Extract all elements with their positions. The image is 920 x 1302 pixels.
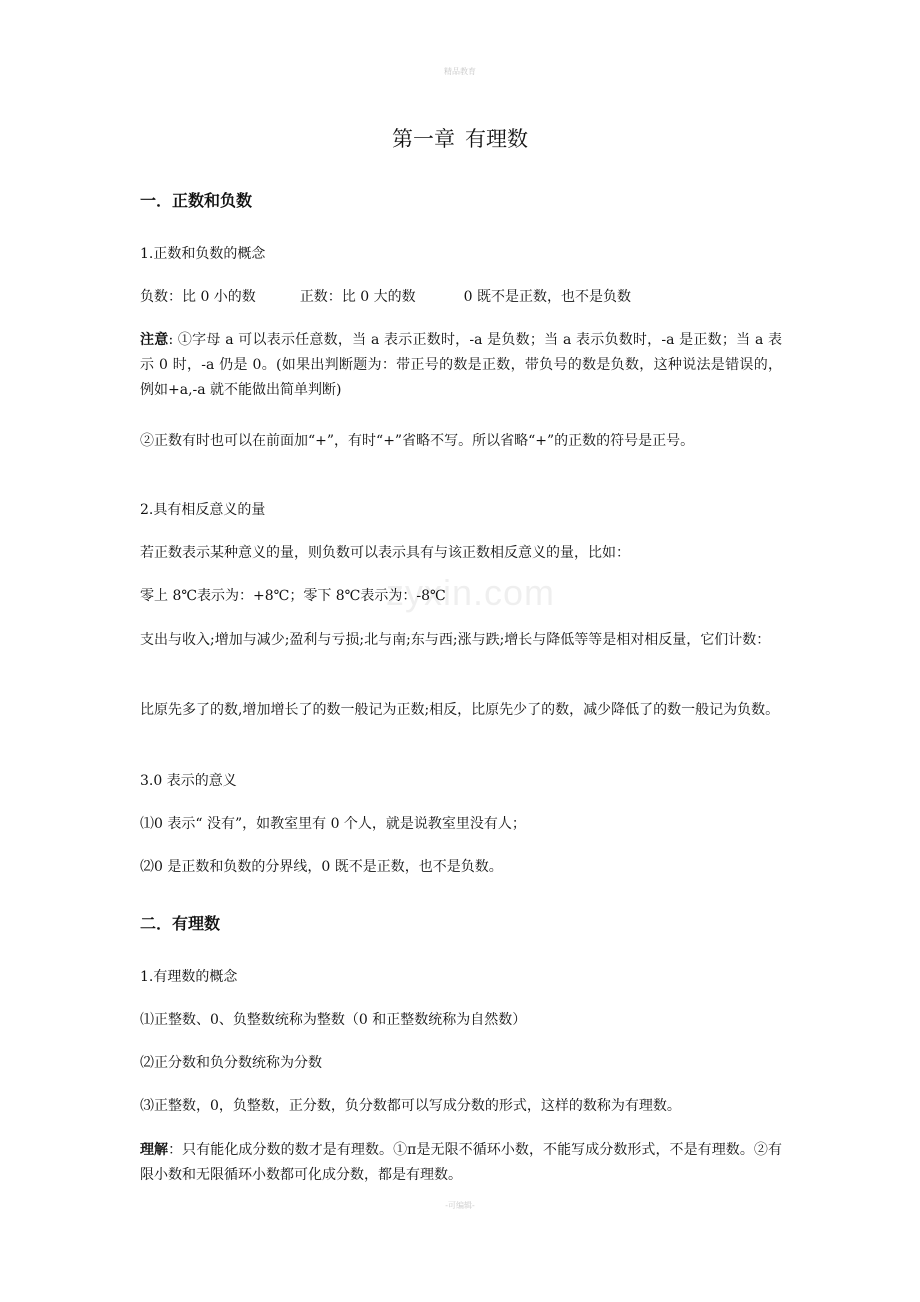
chapter-name: 有理数 (465, 127, 528, 151)
chapter-number: 第一章 (392, 127, 455, 151)
section-heading-1: 一．正数和负数 (140, 191, 253, 210)
subheading-2-1: 1.有理数的概念 (140, 969, 238, 985)
header-mark: 精品教育 (444, 67, 476, 76)
opposite-paragraph: 若正数表示某种意义的量，则负数可以表示具有与该正数相反意义的量，比如： (140, 545, 630, 561)
subheading-1-3: 3.0 表示的意义 (140, 773, 237, 789)
rational-item-1: ⑴正整数、0、负整数统称为整数（0 和正整数统称为自然数） (140, 1012, 527, 1028)
rule-paragraph: 比原先多了的数,增加增长了的数一般记为正数;相反，比原先少了的数，减少降低了的数一般记为负数。 (140, 702, 780, 718)
understanding-paragraph (140, 1138, 782, 1188)
negative-definition: 负数：比 0 小的数 (140, 289, 256, 305)
understanding-text: ：只有能化成分数的数才是有理数。①π是无限不循环小数，不能写成分数形式，不是有理数。②有限小数和无限循环小数都可化成分数，都是有理数。 (140, 1142, 782, 1183)
zero-meaning-2: ⑵0 是正数和负数的分界线，0 既不是正数，也不是负数。 (140, 859, 503, 875)
rational-item-3: ⑶正整数，0，负整数，正分数，负分数都可以写成分数的形式，这样的数称为有理数。 (140, 1098, 681, 1114)
note2-paragraph: ②正数有时也可以在前面加“+”，有时“+”省略不写。所以省略“+”的正数的符号是正号。 (140, 433, 695, 449)
definitions-line (140, 285, 782, 310)
section-heading-2: 二．有理数 (140, 914, 221, 933)
subheading-1-1: 1.正数和负数的概念 (140, 246, 266, 262)
chapter-title (0, 123, 920, 153)
zero-meaning-1: ⑴0 表示“ 没有”，如教室里有 0 个人，就是说教室里没有人； (140, 816, 526, 832)
footer-mark: -可编辑- (445, 1201, 475, 1210)
understanding-label: 理解 (140, 1142, 169, 1158)
note-text: : ①字母 a 可以表示任意数，当 a 表示正数时，-a 是负数；当 a 表示负数时，-a 是正数；当 a 表示 0 时，-a 仍是 0。(如果出判断题为：带正号的数是正数，带负号的数是负数，这种说法是错误的，例如+a,-a 就不能做出简单判断) (140, 332, 782, 398)
watermark: zyxin.com (386, 572, 556, 613)
temperature-example: 零上 8℃表示为：+8℃；零下 8℃表示为：-8℃ (140, 588, 446, 604)
zero-definition: 0 既不是正数，也不是负数 (463, 289, 631, 305)
subheading-1-2: 2.具有相反意义的量 (140, 502, 266, 518)
positive-definition: 正数：比 0 大的数 (299, 289, 416, 305)
note-label: 注意 (140, 332, 169, 348)
rational-item-2: ⑵正分数和负分数统称为分数 (140, 1055, 322, 1071)
note-paragraph (140, 328, 782, 403)
pairs-paragraph: 支出与收入;增加与减少;盈利与亏损;北与南;东与西;涨与跌;增长与降低等等是相对相反量，它们计数： (140, 632, 771, 648)
